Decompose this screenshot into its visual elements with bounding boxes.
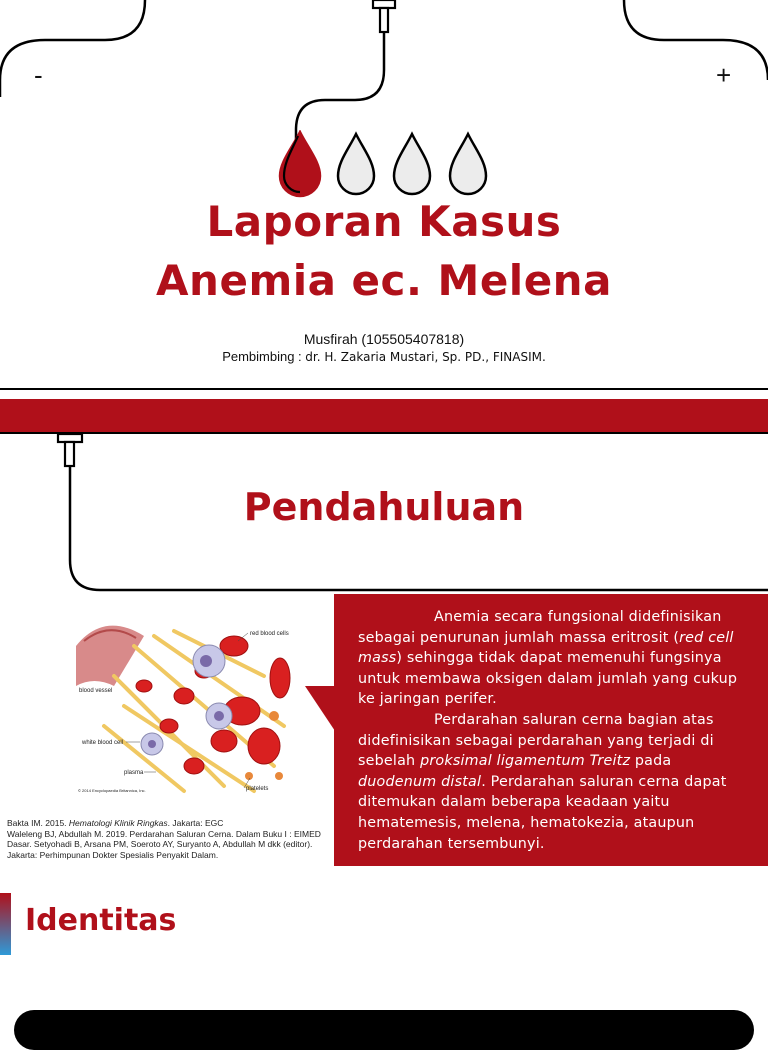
- blood-drop-outline-icon: [338, 134, 486, 194]
- label-platelets: platelets: [246, 786, 269, 792]
- paragraph-2: Perdarahan saluran cerna bagian atas didefinisikan sebagai perdarahan yang terjadi di sebelah proksimal ligamentum Treitz pada duodenum distal. Perdarahan saluran cerna dapat ditemukan dalam beberapa keadaan yaitu hematemesis, melena, hematokezia, ataupun perdarahan tersembunyi.: [358, 711, 727, 852]
- illustration-copyright: © 2014 Encyclopaedia Britannica, Inc.: [78, 788, 146, 793]
- blood-drop-icon: [280, 132, 320, 196]
- title-line-2: Anemia ec. Melena: [156, 256, 612, 305]
- iv-connector-icon: [56, 432, 84, 470]
- red-banner: [0, 399, 768, 433]
- content-panel: [14, 1010, 754, 1050]
- label-red-blood-cells: red blood cells: [250, 631, 289, 637]
- speech-bubble-tip: [305, 686, 337, 734]
- section-title: Pendahuluan: [243, 485, 525, 529]
- references: [7, 818, 327, 860]
- label-plasma: plasma: [124, 770, 144, 776]
- supervisor-name: dr. H. Zakaria Mustari, Sp. PD., FINASIM.: [305, 350, 546, 364]
- intro-text: [358, 607, 754, 854]
- reference-1: Bakta IM. 2015. Hematologi Klinik Ringkas. Jakarta: EGC: [7, 818, 224, 828]
- supervisor-label: Pembimbing :: [222, 349, 306, 364]
- label-white-blood-cell: white blood cell: [82, 740, 124, 746]
- minus-sign: -: [34, 60, 43, 90]
- reference-2: Waleleng BJ, Abdullah M. 2019. Perdarahan Saluran Cerna. Dalam Buku I : EIMED Dasar. Setyohadi B, Arsana PM, Soeroto AY, Suryanto A, Abdullah M dkk (editor). Jakarta: Perhimpunan Dokter Spesialis Penyakit Dalam.: [7, 828, 321, 860]
- iv-connector-icon: [370, 0, 398, 36]
- paragraph-1: Anemia secara fungsional didefinisikan sebagai penurunan jumlah massa eritrosit (red cell mass) sehingga tidak dapat memenuhi fungsinya untuk membawa oksigen dalam jumlah yang cukup ke jaringan perifer.: [358, 609, 738, 708]
- label-blood-vessel: blood vessel: [79, 688, 113, 694]
- plus-sign: +: [716, 60, 732, 90]
- author: Musfirah (105505407818): [303, 331, 465, 347]
- supervisor: [0, 349, 768, 364]
- section-title: Identitas: [25, 903, 177, 938]
- blood-cells-illustration: [74, 616, 304, 796]
- accent-bar: [0, 893, 11, 955]
- title-line-1: Laporan Kasus: [206, 197, 562, 246]
- blood-drops: [270, 130, 500, 200]
